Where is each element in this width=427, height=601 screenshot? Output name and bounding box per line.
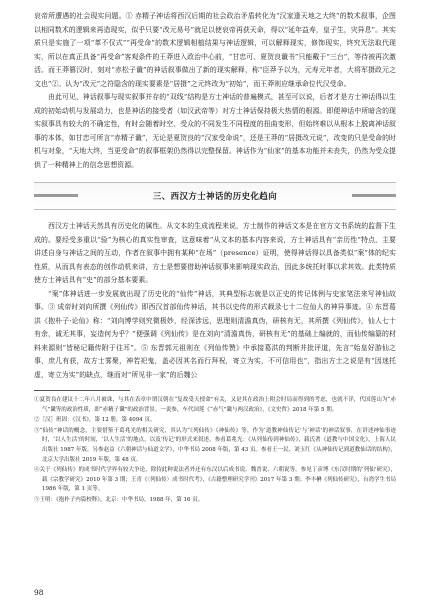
main-text	[34, 10, 396, 172]
paragraph-1: 哀帝所遭遇的社会现实问题。① 赤精子神话将西汉后期的社会政治矛盾转化为“汉家逢天地之大终”的数术叙事，企图以相同数术的逻辑来再造现实，似乎只要“改元易号”就足以使哀帝再获天命，得以“延年益寿，皇子生，灾异息”。其实质只是实施了一项“革不仅式”“再受命”的数术逻辑相植结果与神话逻辑，可以解释现实，修饰现实，终究无法取代现实，所以在真正具备“再受命”客观条件的王莽进入政治中心前，“甘忠可、夏贺良谶书”只能戴于“三台”，等待被再次激活。而王莽篡汉时，刻对“赤松子谶”的神话叙事做出了新的现实解释，称“臣莽予以为，元寿元年者，大将军摄政元之文也”②。认为“改元”之符隐含的现实要素是“居摄”之元终改为“初始”，而王莽则应继承命位代汉受命。	[34, 12, 396, 88]
footnote-5: ⑤王明：《抱朴子内篇校释》，北京：中华书局，1988 年，第 16 页。	[34, 496, 204, 503]
section-title: 三、西汉方士神话的历史化趋向	[152, 191, 278, 201]
section-text	[34, 220, 396, 382]
paragraph-2: 由此可见，神话叙事与现实叙事并存的“双线”结构是方士神话的普遍模式，甚至可以说，后者才是方士神话得以生成的初始动机与发展动力，也是神话的接受者（如汉武帝等）对方士神话保持极大热情的根源。即便神话中所暗含的现实叙事具有较大的不确定性，有时会随着时空、受众的不同发生不同程度的扭曲变形，但始终难以从根本上脱离神话叙事的本体，如甘忠可所言“赤精子谶”，无论是夏贺良的“汉家受命说”，还是王莽的“居摄改元说”，改变的只是受命的时机与对象，“天地大终，当更受命”的叙事框架仍然得以完整保留。神话作为“仙家”的基本功能并未丧失，仍然为受众提供了一种精神上的信念思想资源。	[34, 93, 396, 169]
paragraph-4: “案”体神话进一步发展就出现了历史化的“仙传”神话，其典型标志就是以正史的传记体例与史家笔法来写神仙故事。③ 成帝时刘向所撰《列仙传》即西汉首部仙传神话，其书以史传的形式载录七十二位仙人的神异事迹。④ 东晋葛洪《抱朴子·论仙》称：“刘向博学则究微极妙，经深涉远，思理则清澹真伪，研核有无，其所撰《列仙传》，仙人七十有余，诚无其事，妄造何为乎？”便强调《列仙传》是在刘向“清澹真伪，研核有无”的基础上编就的，而仙传编纂的材料来源则“皆秘记籍传附于往耳”。⑤ 东晋郭元祖则在《列仙传赞》中承接葛洪的判断并批评道，先言“始皇好游仙之事，庶几有获，故方士雾聚，神若祀鬼，盖必因其名而行拜祝，寄立为实，不可信用也”，指出方士之说是有“因迷托虚，寄立为实”的缺点，继而对“所见非一家”的后魏公	[34, 289, 396, 379]
footnote-4: ④关于《列仙传》的成书时代学界有较大争论，除持此种说法者外还有东汉以后成书说、魏晋说、六朝说等，参见丁彦博《东汉时期的‘列仙’研究》，载《宗教学研究》2010 年第 3 期；王青《〈列仙传〉成书时代考》，《古籍整理研究学刊》2017 年第 3 期；李丰楙《列仙传研究》，台湾学生书局 1986 年版，第 1 页等。	[34, 467, 396, 493]
heading-bar-right	[352, 194, 396, 197]
footnote-1: ①夏贺良在建议十二年八月被诛，与其在表章中谓汉朝在“复故受天授命”有关，又是其在政治上附会时局而得到的考虑，也就不详，代国莲山为“赤气”谶等的政治性质，即“赤精子谶”的政治背景。一说参，车代国莲《“赤气”谶与两汉政治》，《文史哲》2018 年第 5 期。	[34, 397, 396, 413]
footnote-divider	[34, 390, 130, 391]
footnotes	[34, 396, 396, 506]
page	[34, 10, 396, 595]
footnote-3: ③“仙传”神话的概念，主要借鉴于葛兆光的相关研究，其认为“《列仙传》《神仙传》等，作为‘道教神仙传记’与‘神话’的神话叙事，在讲述神仙事迹时，‘以人生活’的时间，‘以人生活’的地点，以及‘传记’的形式来叙述。参看葛兆光：《从列仙传到神仙传》，载氏著《道教与中国文化》，上海人民出版社 1987 年版。另参赵益《六朝神话与仙道文学》，中华书局 2008 年版，第 43 页。参看王一民、刘玉红《从神仙传记到道教仙话的结构》，北京大学出版社 2019 年版，第 48 页。	[34, 427, 396, 463]
paragraph-3: 西汉方士神话天然具有历史化的属性。从文本的生成流程来说，方士制作的神话文本是在官方文书系统的监督下生成的。要经受多重以“验”为核心的真实性审查，这意味着“从文本的基本内容来说，方士神话具有“亲历性”特点，主要讲述自身与神话之间的互动，作者在叙事中拥有某种“在场”（presence）证明，使得神话得以具备类似“案”体的纪实性质，从而具有表态的创作动机来讲，方士是想要借助神话叙事来影响现实政治，因此多统托时事以求其效。此类特质使方士神话具有“史”的部分基本要素。	[34, 222, 396, 284]
section-heading	[34, 182, 396, 210]
footnote-2: ②［汉］班固：《汉书》，第 12 册，第 4094 页。	[34, 417, 156, 424]
page-number: 98	[34, 588, 44, 597]
